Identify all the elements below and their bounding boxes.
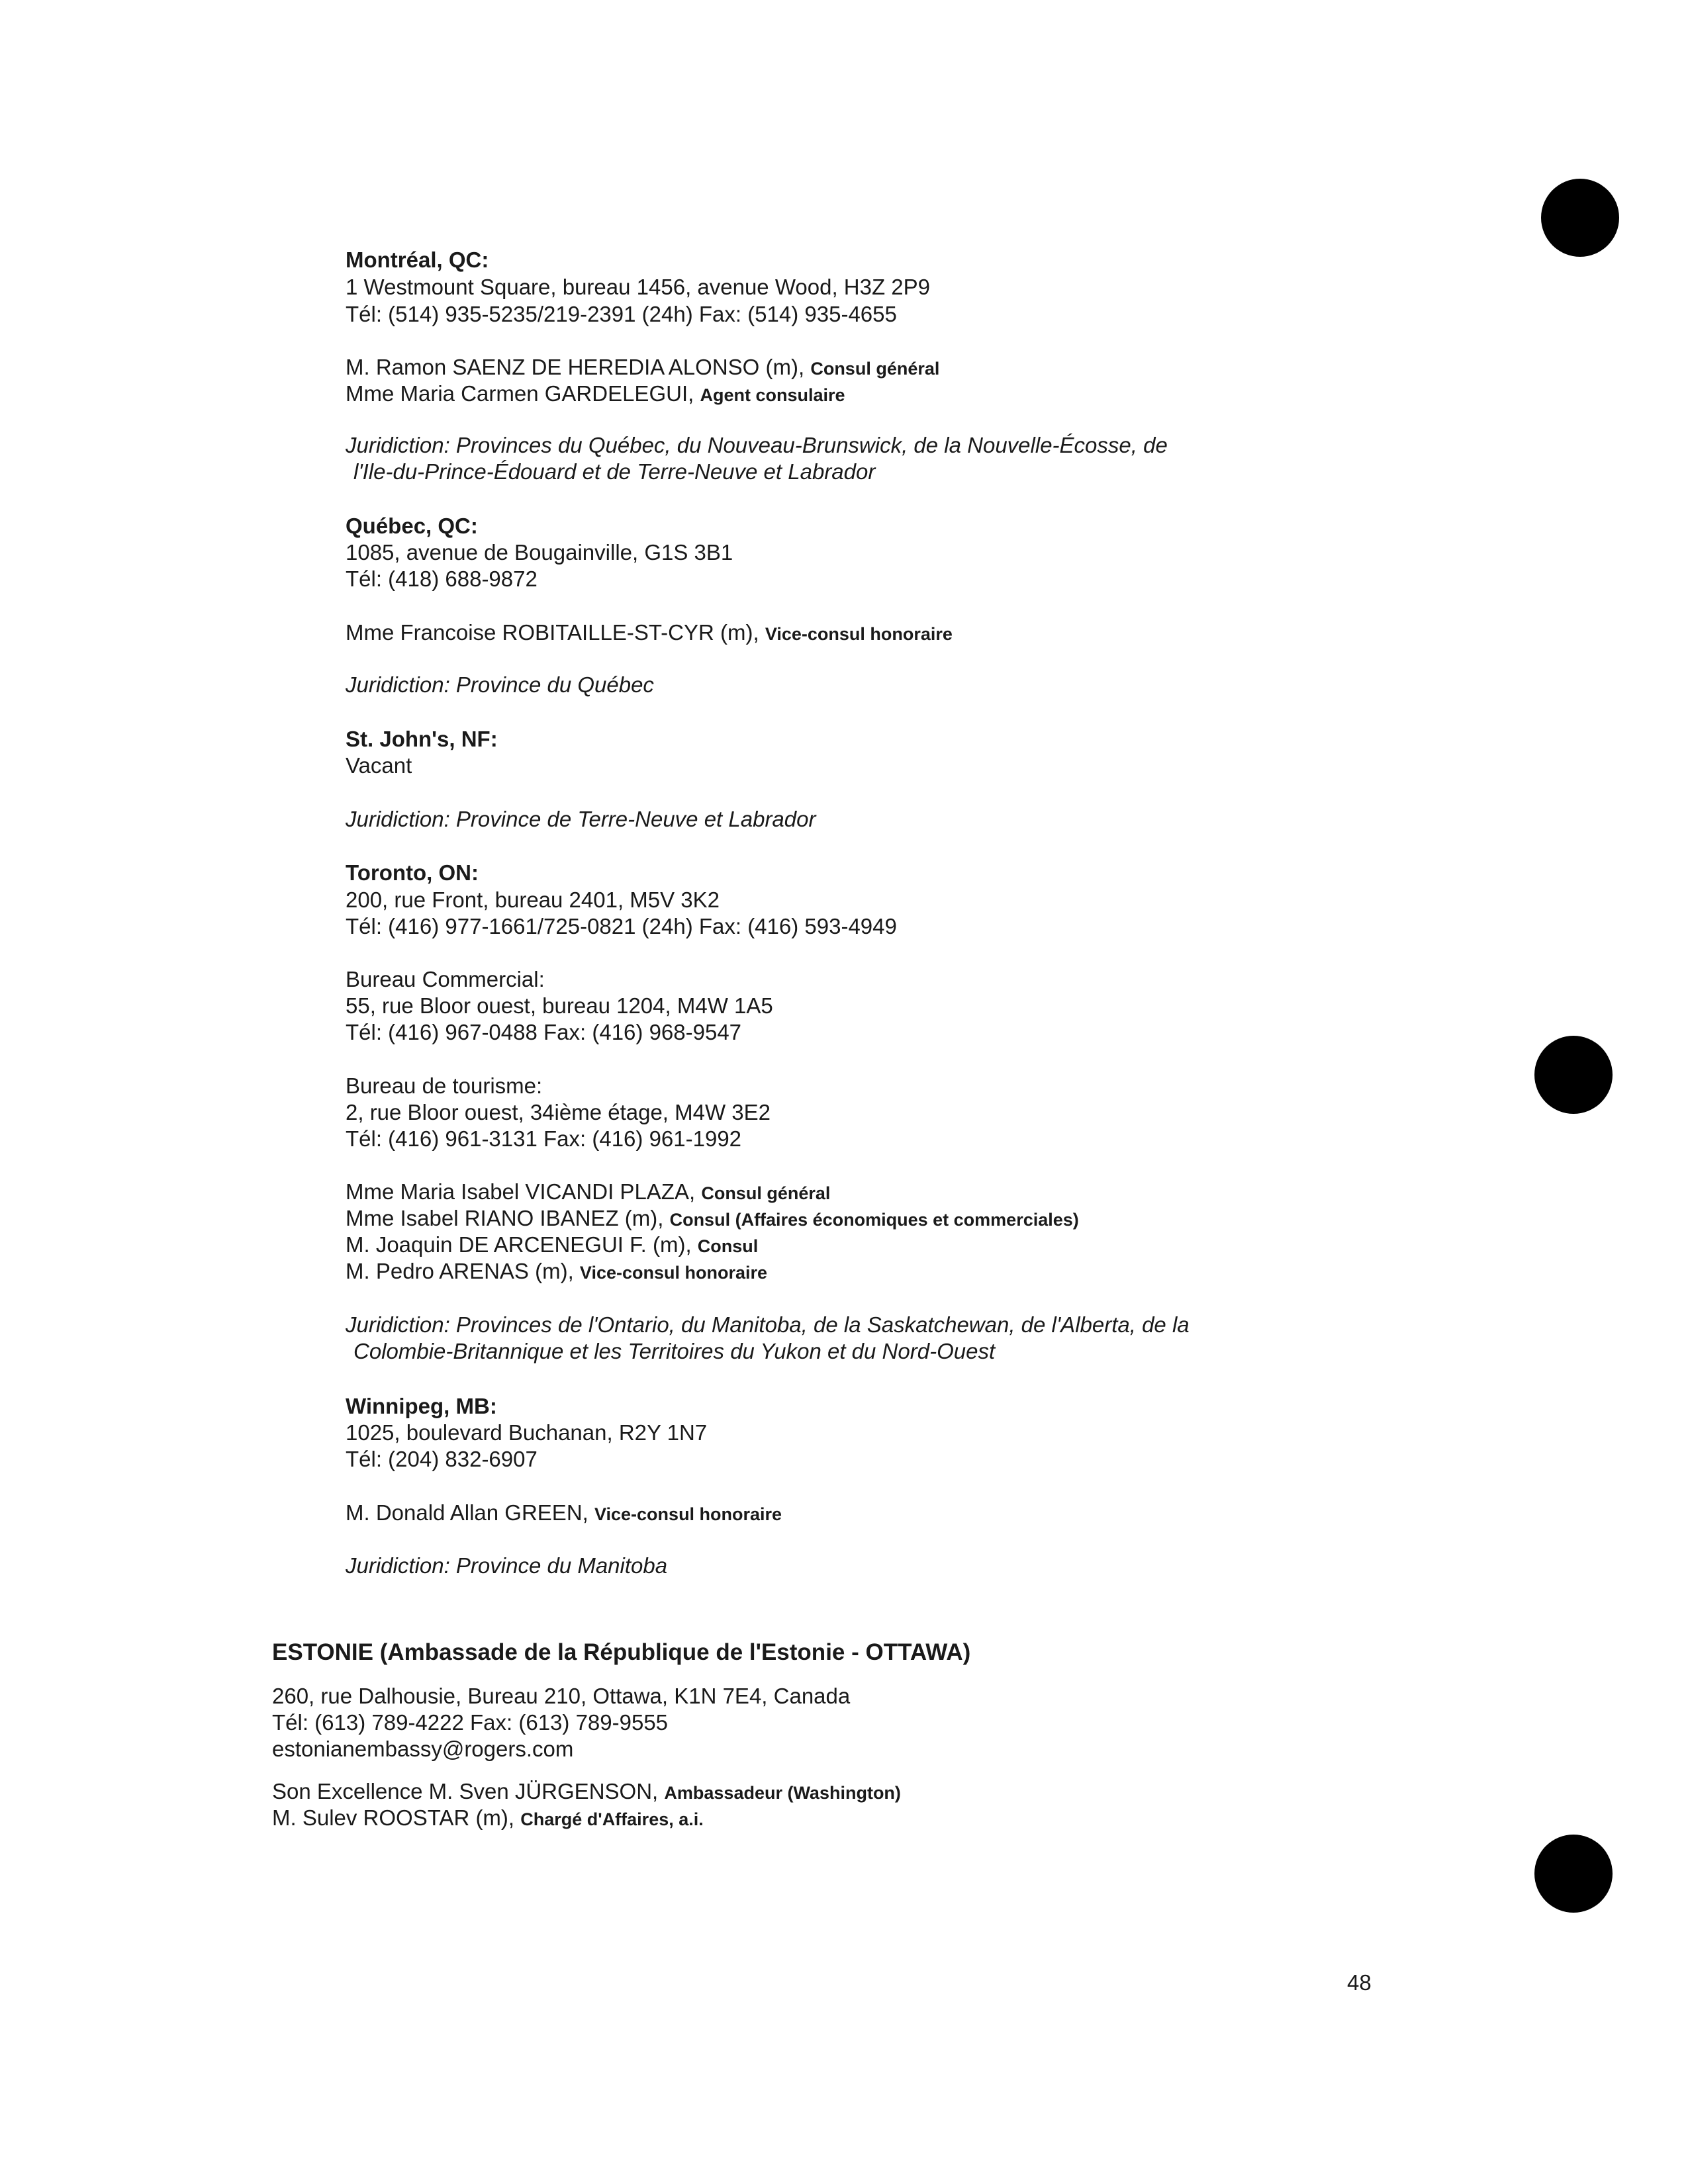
jurisdiction-toronto-line-2: Colombie-Britannique et les Territoires du Yukon et du Nord-Ouest (353, 1339, 996, 1363)
address-estonia: 260, rue Dalhousie, Bureau 210, Ottawa, K1N 7E4, Canada (272, 1684, 851, 1708)
staff-title: Chargé d'Affaires, a.i. (520, 1809, 704, 1829)
address-montreal: 1 Westmount Square, bureau 1456, avenue Wood, H3Z 2P9 (346, 275, 931, 299)
city-heading-montreal: Montréal, QC: (346, 248, 489, 272)
staff-title: Ambassadeur (Washington) (664, 1783, 901, 1803)
staff-name: M. Sulev ROOSTAR (m), (272, 1805, 515, 1830)
email-estonia: estonianembassy@rogers.com (272, 1737, 574, 1761)
staff-title: Vice-consul honoraire (765, 624, 953, 644)
page-number: 48 (1347, 1970, 1372, 1995)
staff-entry (346, 354, 939, 382)
staff-entry (346, 1179, 830, 1206)
phone-toronto: Tél: (416) 977-1661/725-0821 (24h) Fax: (416) 593-4949 (346, 914, 897, 938)
staff-name: M. Ramon SAENZ DE HEREDIA ALONSO (m), (346, 355, 805, 379)
phone-estonia: Tél: (613) 789-4222 Fax: (613) 789-9555 (272, 1710, 669, 1735)
city-heading-stjohns: St. John's, NF: (346, 727, 498, 751)
city-heading-toronto: Toronto, ON: (346, 860, 479, 885)
section-heading-estonia: ESTONIE (Ambassade de la République de l'Estonie - OTTAWA) (272, 1639, 971, 1665)
staff-entry (346, 1258, 767, 1286)
staff-title: Consul général (810, 359, 940, 379)
staff-entry (272, 1778, 901, 1806)
staff-entry (346, 1500, 782, 1527)
address-toronto: 200, rue Front, bureau 2401, M5V 3K2 (346, 887, 720, 912)
staff-entry (272, 1805, 704, 1833)
staff-name: Son Excellence M. Sven JÜRGENSON, (272, 1779, 659, 1803)
jurisdiction-montreal-line-1: Juridiction: Provinces du Québec, du Nouveau-Brunswick, de la Nouvelle-Écosse, de (346, 433, 1168, 457)
jurisdiction-winnipeg: Juridiction: Province du Manitoba (346, 1553, 668, 1578)
punch-hole-top (1541, 179, 1619, 257)
status-stjohns: Vacant (346, 753, 412, 778)
commercial-office-label: Bureau Commercial: (346, 967, 545, 991)
phone-montreal: Tél: (514) 935-5235/219-2391 (24h) Fax: (514) 935-4655 (346, 302, 897, 326)
staff-title: Consul (Affaires économiques et commerciales) (669, 1210, 1079, 1230)
tourism-office-label: Bureau de tourisme: (346, 1073, 543, 1098)
staff-name: Mme Maria Isabel VICANDI PLAZA, (346, 1179, 696, 1204)
staff-title: Consul général (701, 1183, 831, 1203)
tourism-office-address: 2, rue Bloor ouest, 34ième étage, M4W 3E2 (346, 1100, 771, 1124)
address-quebec: 1085, avenue de Bougainville, G1S 3B1 (346, 540, 733, 565)
staff-name: M. Pedro ARENAS (m), (346, 1259, 574, 1283)
commercial-office-address: 55, rue Bloor ouest, bureau 1204, M4W 1A5 (346, 993, 773, 1018)
staff-name: Mme Francoise ROBITAILLE-ST-CYR (m), (346, 620, 759, 645)
staff-title: Consul (697, 1236, 759, 1256)
jurisdiction-stjohns: Juridiction: Province de Terre-Neuve et Labrador (346, 807, 816, 831)
city-heading-quebec: Québec, QC: (346, 514, 478, 538)
staff-name: Mme Isabel RIANO IBANEZ (m), (346, 1206, 664, 1230)
staff-name: M. Donald Allan GREEN, (346, 1500, 588, 1525)
jurisdiction-montreal-line-2: l'Ile-du-Prince-Édouard et de Terre-Neuve et Labrador (353, 459, 876, 484)
phone-quebec: Tél: (418) 688-9872 (346, 567, 538, 591)
address-winnipeg: 1025, boulevard Buchanan, R2Y 1N7 (346, 1420, 708, 1445)
jurisdiction-toronto-line-1: Juridiction: Provinces de l'Ontario, du Manitoba, de la Saskatchewan, de l'Alberta, de la (346, 1312, 1190, 1337)
staff-name: Mme Maria Carmen GARDELEGUI, (346, 381, 694, 406)
staff-title: Vice-consul honoraire (579, 1263, 767, 1283)
staff-name: M. Joaquin DE ARCENEGUI F. (m), (346, 1232, 692, 1257)
tourism-office-phone: Tél: (416) 961-3131 Fax: (416) 961-1992 (346, 1126, 742, 1151)
punch-hole-middle (1534, 1036, 1613, 1114)
jurisdiction-quebec: Juridiction: Province du Québec (346, 672, 654, 697)
staff-entry (346, 1205, 1079, 1233)
phone-winnipeg: Tél: (204) 832-6907 (346, 1447, 538, 1471)
commercial-office-phone: Tél: (416) 967-0488 Fax: (416) 968-9547 (346, 1020, 742, 1044)
punch-hole-bottom (1534, 1835, 1613, 1913)
staff-title: Agent consulaire (700, 385, 845, 405)
staff-entry (346, 1232, 758, 1259)
staff-entry (346, 619, 953, 647)
city-heading-winnipeg: Winnipeg, MB: (346, 1394, 497, 1418)
staff-entry (346, 381, 845, 408)
staff-title: Vice-consul honoraire (594, 1504, 782, 1524)
